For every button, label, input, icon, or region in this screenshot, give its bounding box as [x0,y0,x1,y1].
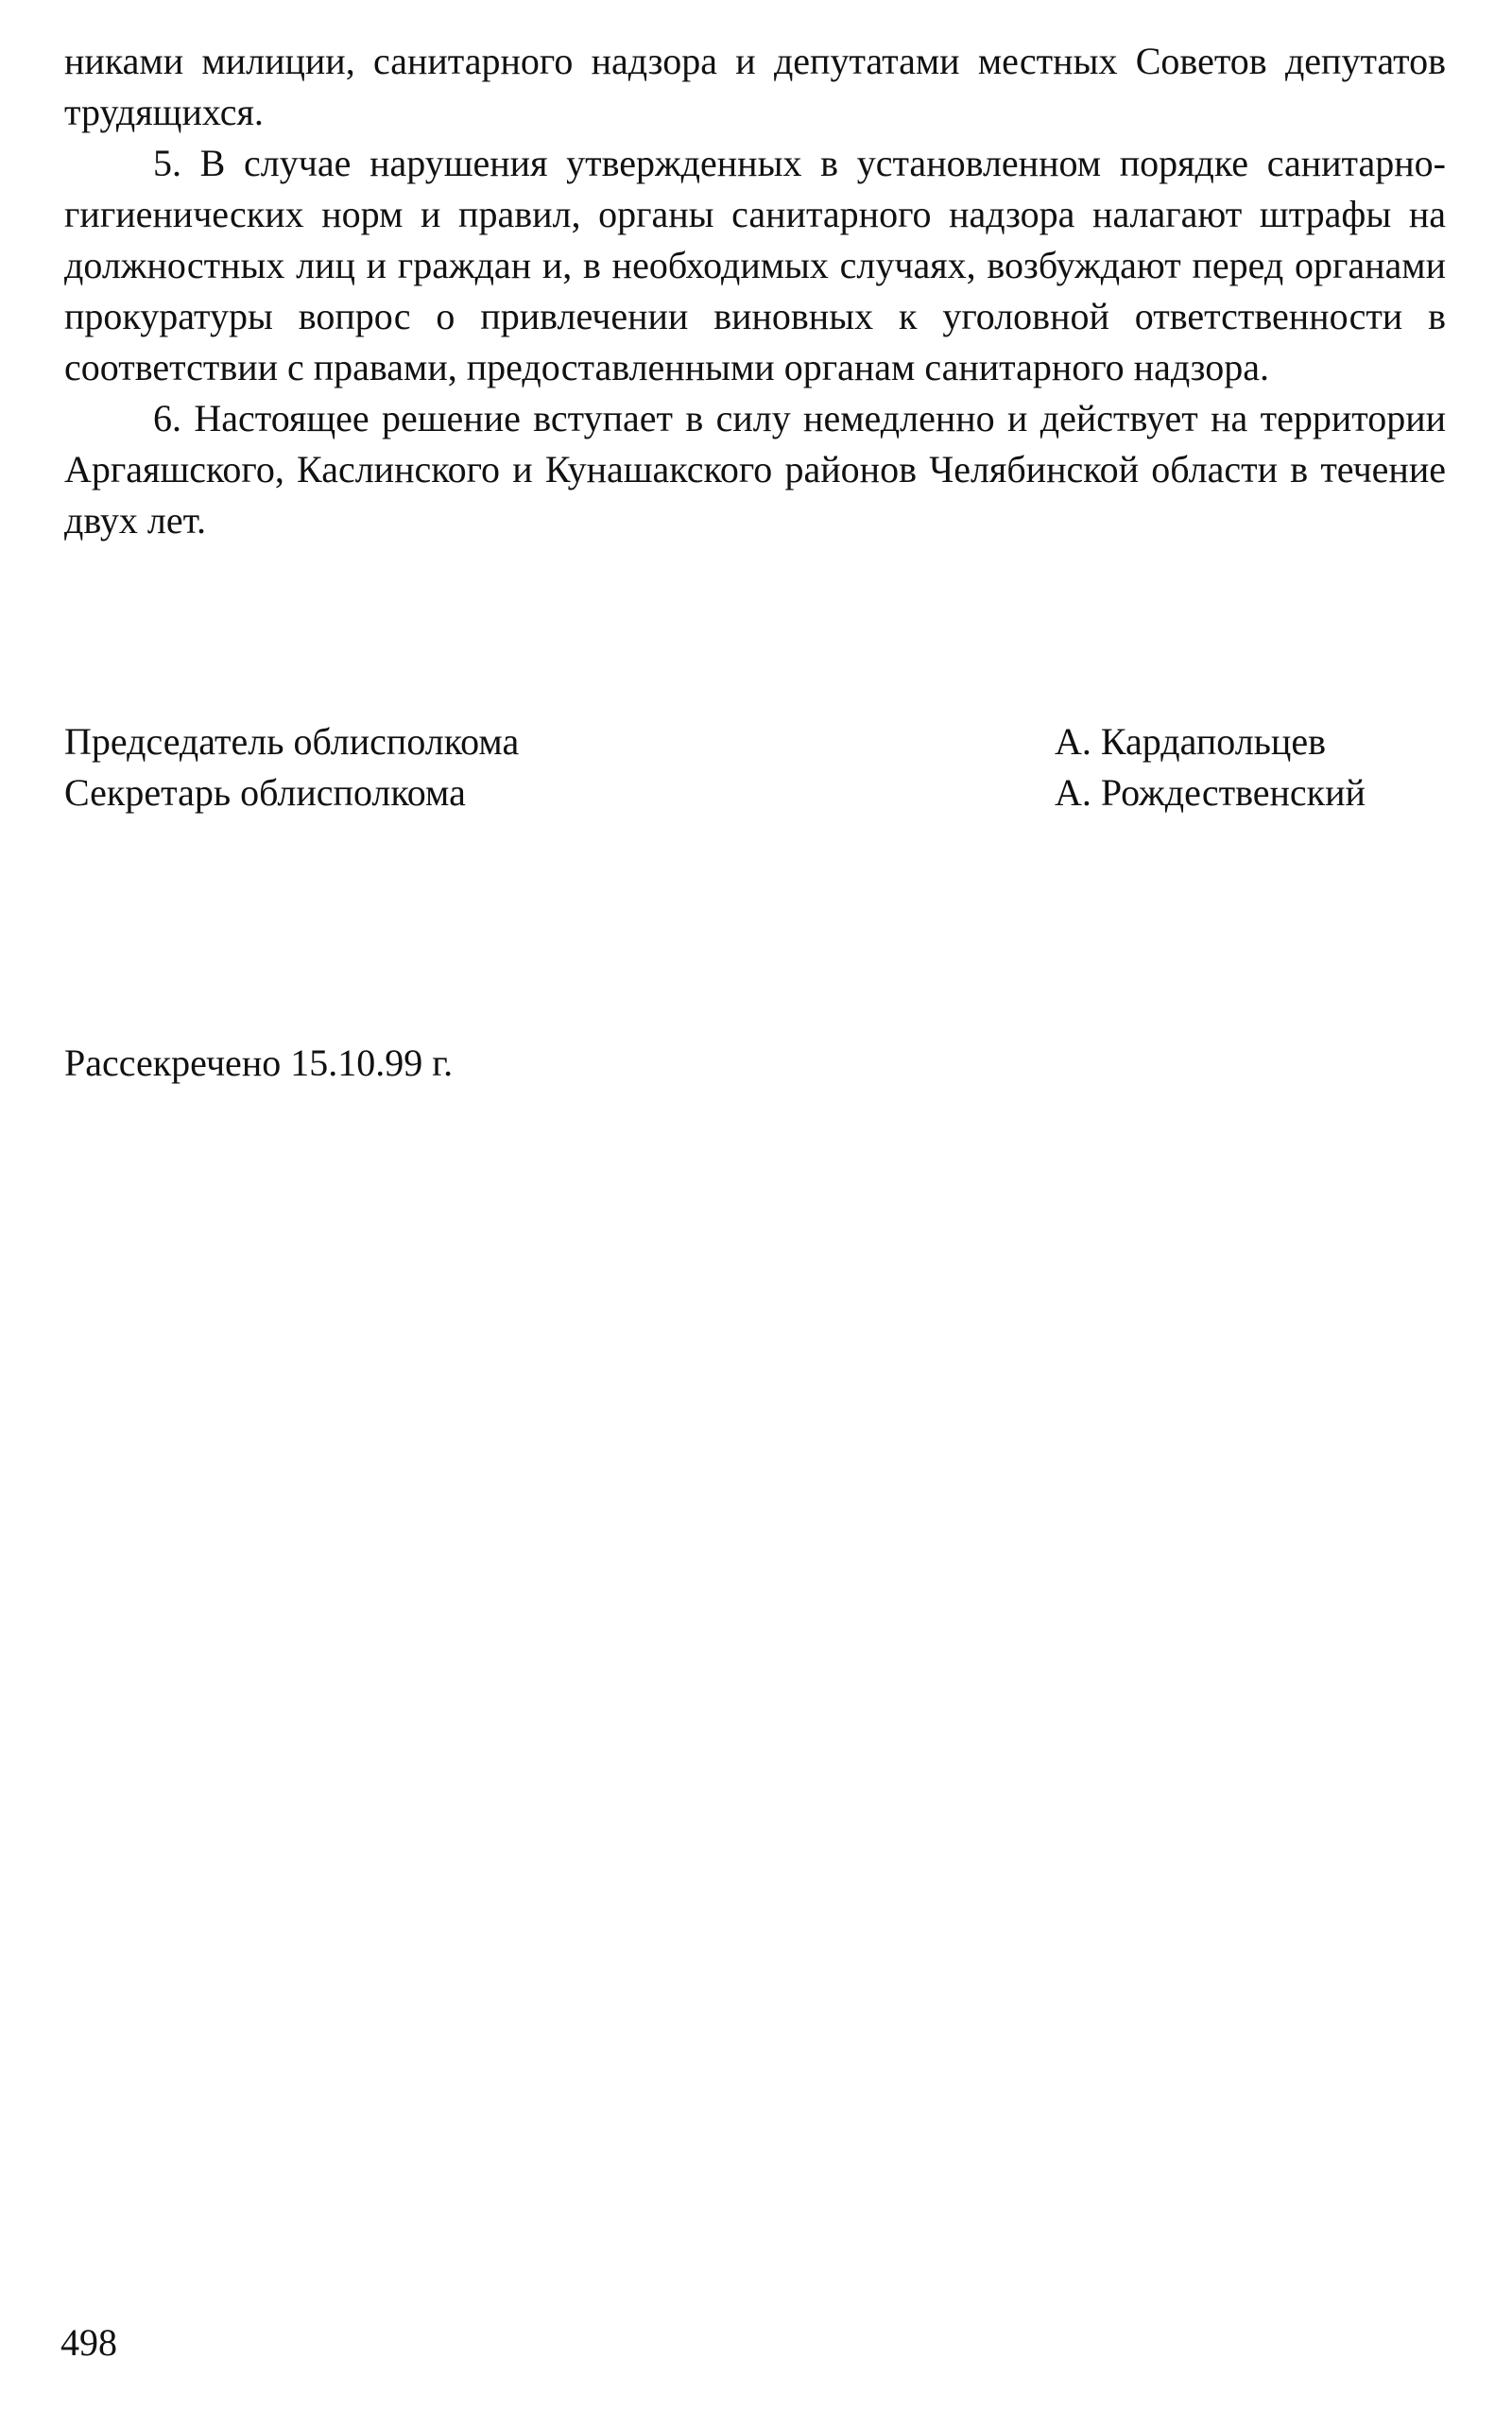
body-text [64,36,1446,546]
page-number: 498 [60,2321,117,2364]
signature-name: А. Рождественский [1055,771,1366,814]
signature-block [64,716,1446,818]
declassification-note: Рассекречено 15.10.99 г. [64,1041,454,1084]
signature-row-chairman [64,716,1446,767]
paragraph-item-5: 5. В случае нарушения утвержденных в установленном порядке санитарно-гигиенических норм и правил, органы санитарного надзора налагают штрафы на должностных лиц и граждан и, в необходимых случаях, возбуждают перед органами прокуратуры вопрос о привлечении виновных к уголовной ответственности в соответствии с правами, предоставленными органам санитарного надзора. [64,142,1446,388]
signature-role: Секретарь облисполкома [64,771,466,814]
signature-row-secretary [64,767,1446,818]
signature-role: Председатель облисполкома [64,720,520,763]
paragraph-continuation: никами милиции, санитарного надзора и депутатами местных Советов депутатов трудящихся. [64,40,1446,133]
paragraph-item-6: 6. Настоящее решение вступает в силу немедленно и действует на территории Аргаяшского, Каслинского и Кунашакского районов Челябинской области в течение двух лет. [64,397,1446,542]
signature-name: А. Кардапольцев [1055,720,1326,763]
